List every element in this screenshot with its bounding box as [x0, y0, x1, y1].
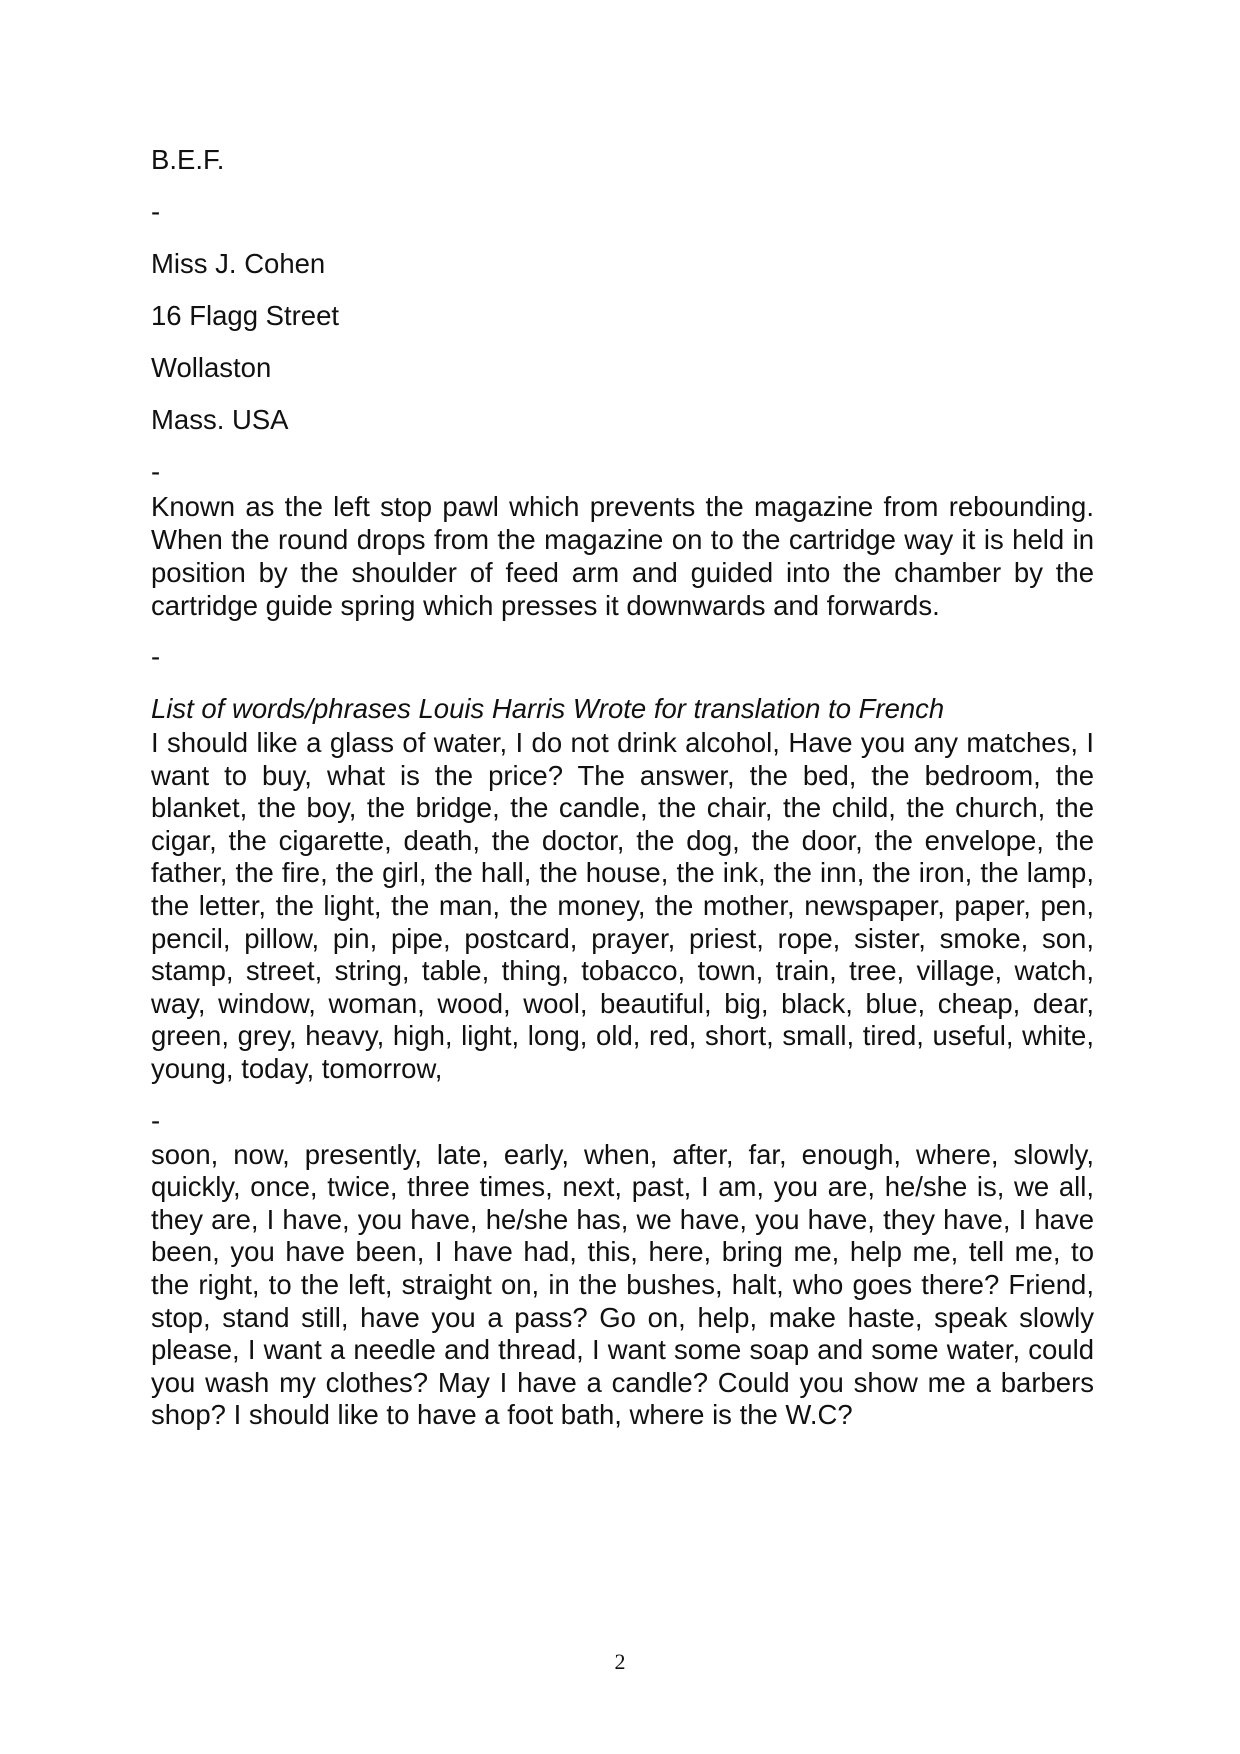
separator: -	[151, 641, 161, 672]
separator: -	[151, 456, 161, 487]
separator: -	[151, 1104, 161, 1136]
unit-heading: B.E.F.	[151, 144, 225, 175]
list-title: List of words/phrases Louis Harris Wrote for translation to French	[151, 693, 945, 724]
document-body	[151, 142, 1094, 1432]
address-town: Wollaston	[151, 352, 272, 383]
address-street: 16 Flagg Street	[151, 300, 340, 331]
address-state-country: Mass. USA	[151, 404, 289, 435]
page-number: 2	[614, 1649, 626, 1674]
paragraph-word-list: I should like a glass of water, I do not drink alcohol, Have you any matches, I want to buy, what is the price? The answer, the bed, the bedroom, the blanket, the boy, the bridge, the candle, the chair, the child, the church, the cigar, the cigarette, death, the doctor, the dog, the door, the envelope, the father, the fire, the girl, the hall, the house, the ink, the inn, the iron, the lamp, the letter, the light, the man, the money, the mother, newspaper, paper, pen, pencil, pillow, pin, pipe, postcard, prayer, priest, rope, sister, smoke, son, stamp, street, string, table, thing, tobacco, town, train, tree, village, watch, way, window, woman, wood, wool, beautiful, big, black, blue, cheap, dear, green, grey, heavy, high, light, long, old, red, short, small, tired, useful, white, young, today, tomorrow,	[151, 727, 1094, 1084]
paragraph-stop-pawl: Known as the left stop pawl which prevents the magazine from rebounding. When the round drops from the magazine on to the cartridge way it is held in position by the shoulder of feed arm and guided into the chamber by the cartridge guide spring which presses it downwards and forwards.	[151, 491, 1094, 621]
separator: -	[151, 196, 161, 227]
paragraph-phrase-list: soon, now, presently, late, early, when, after, far, enough, where, slowly, quickly, once, twice, three times, next, past, I am, you are, he/she is, we all, they are, I have, you have, he/she has, we have, you have, they have, I have been, you have been, I have had, this, here, bring me, help me, tell me, to the right, to the left, straight on, in the bushes, halt, who goes there? Friend, stop, stand still, have you a pass? Go on, help, make haste, speak slowly please, I want a needle and thread, I want some soap and some water, could you wash my clothes? May I have a candle? Could you show me a barbers shop? I should like to have a foot bath, where is the W.C?	[151, 1138, 1094, 1431]
address-block	[151, 246, 1094, 438]
address-name: Miss J. Cohen	[151, 248, 326, 279]
